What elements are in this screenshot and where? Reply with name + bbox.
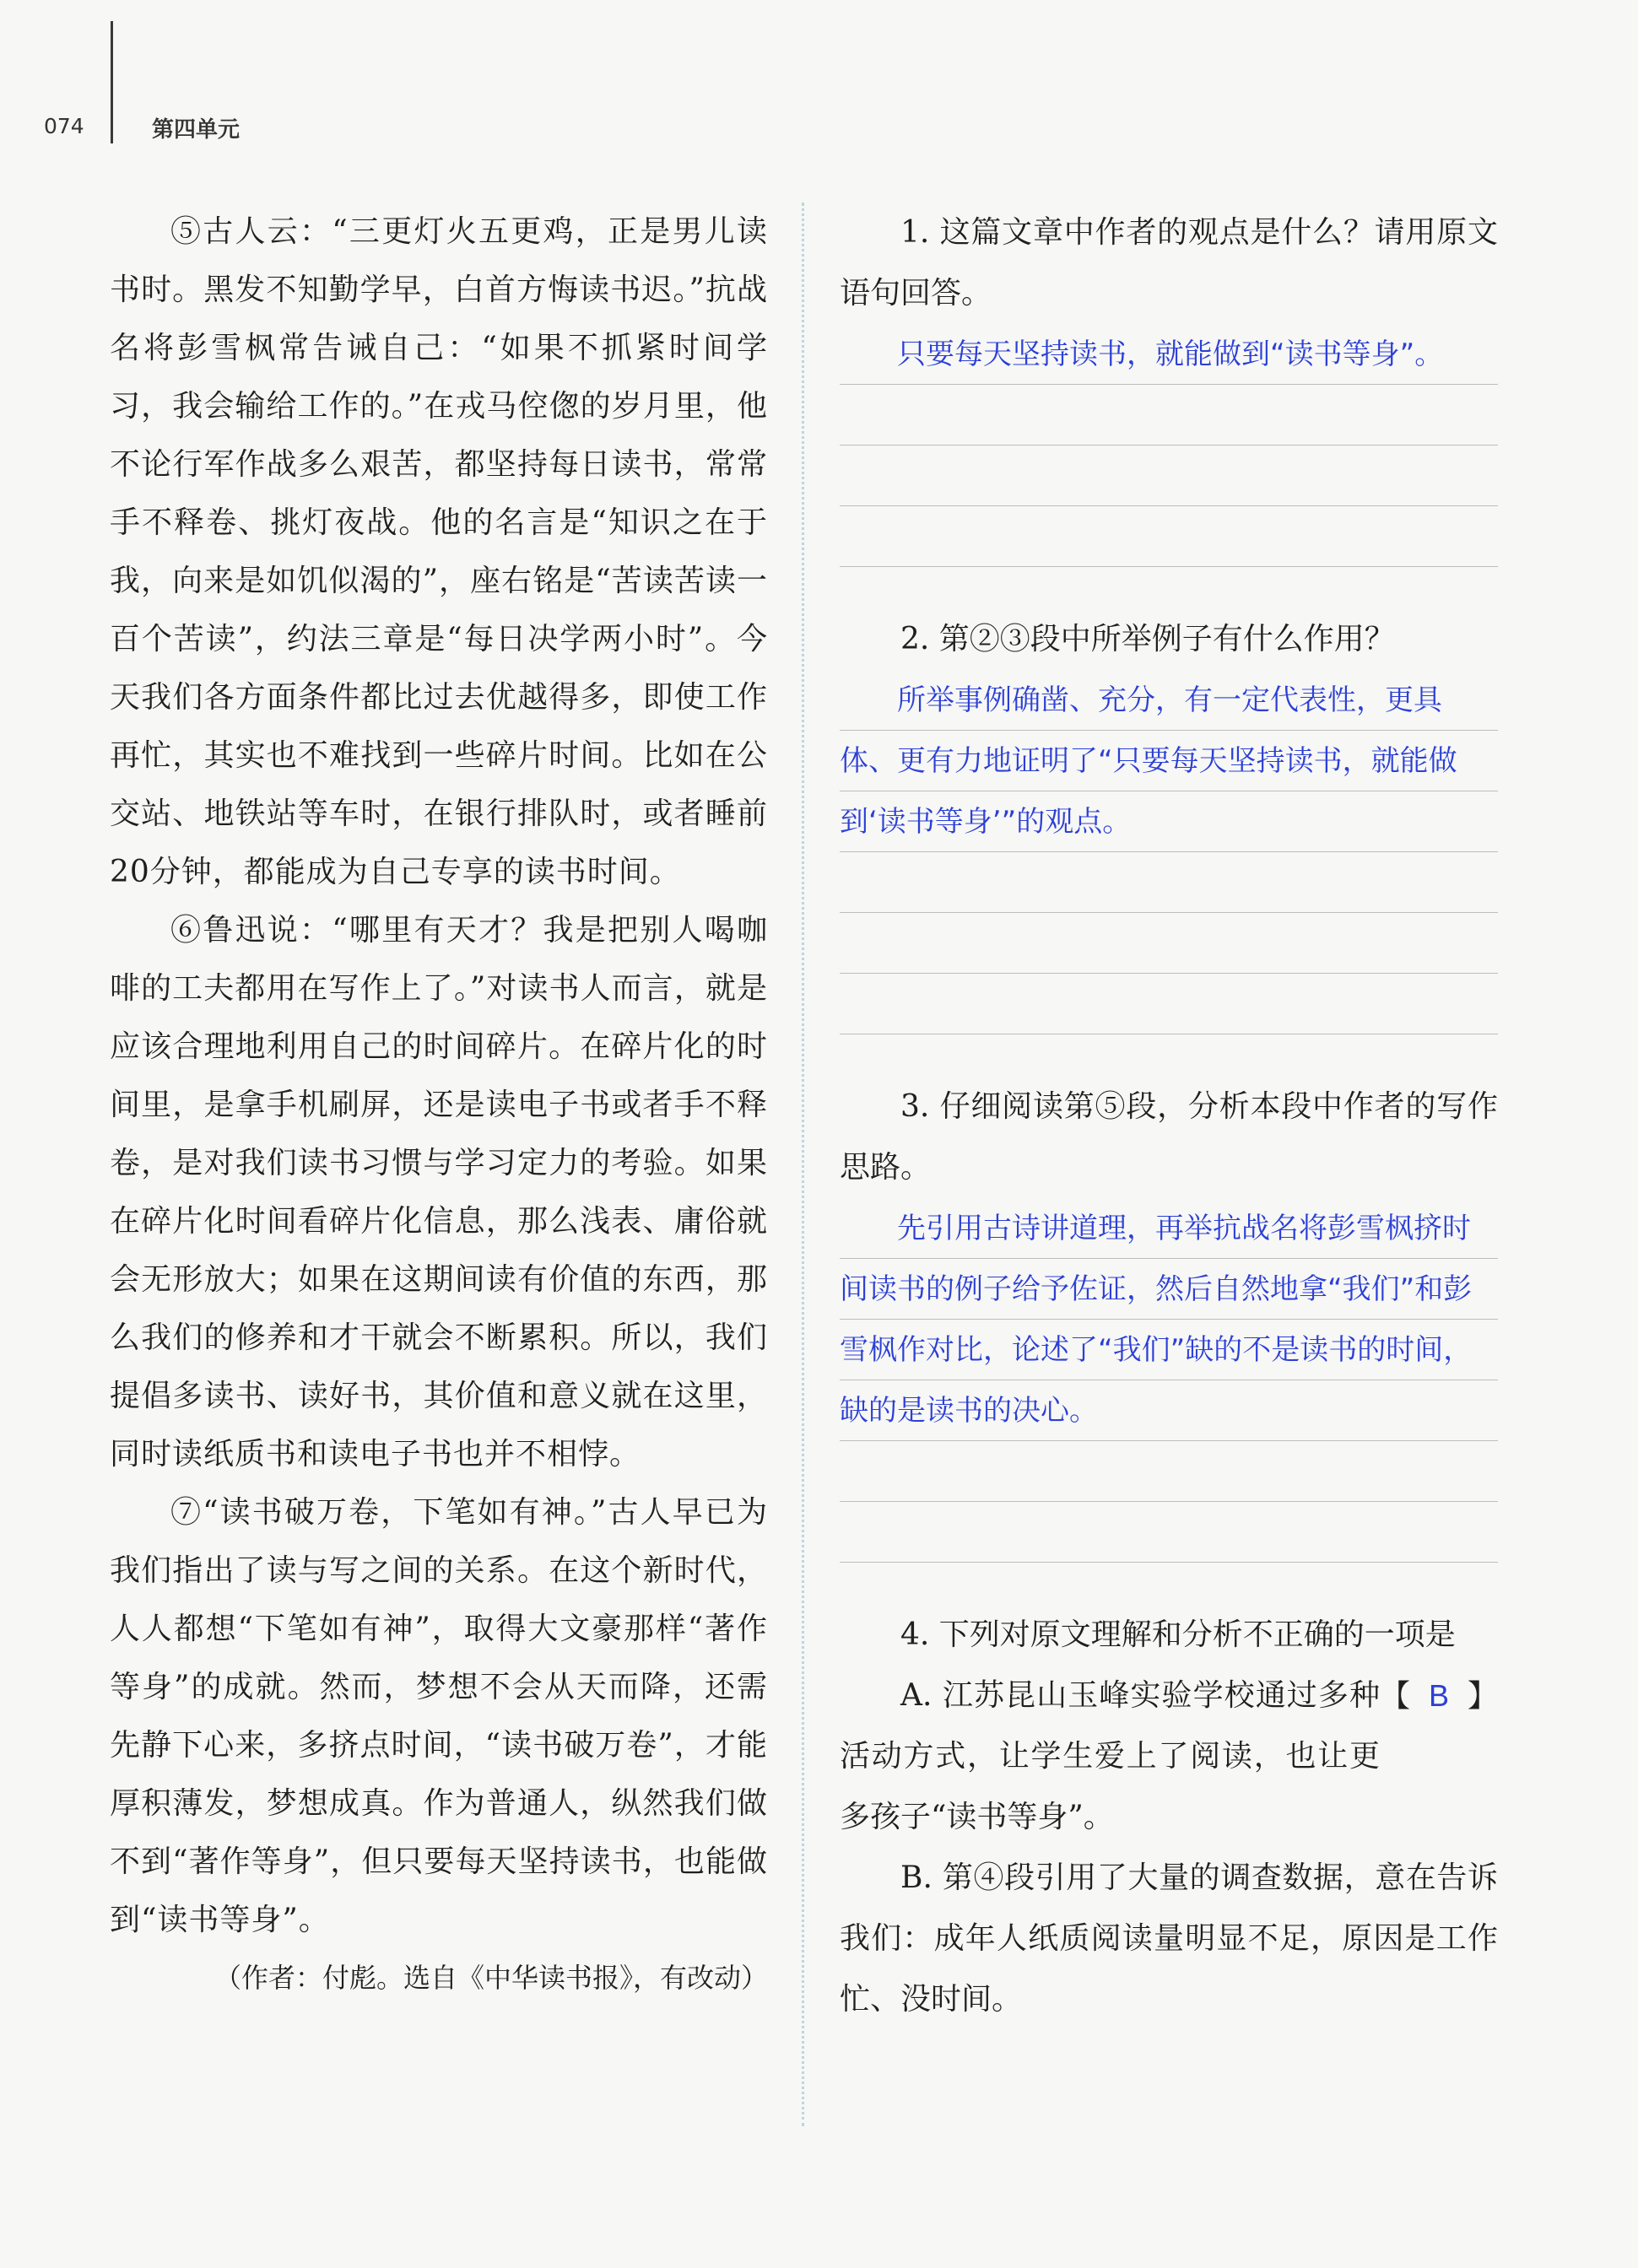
- answer-1[interactable]: 只要每天坚持读书，就能做到“读书等身”。: [840, 324, 1498, 385]
- answer-3[interactable]: 先引用古诗讲道理，再举抗战名将彭雪枫挤时间读书的例子给予佐证，然后自然地拿“我们”和彭雪枫作对比，论述了“我们”缺的不是读书的时间，缺的是读书的决心。: [840, 1198, 1498, 1441]
- spacer: [840, 567, 1498, 609]
- passage-paragraph-6: ⑥鲁迅说：“哪里有天才？我是把别人喝咖啡的工夫都用在写作上了。”对读书人而言，就是应该合理地利用自己的时间碎片。在碎片化的时间里，是拿手机刷屏，还是读电子书或者手不释卷，是对我们读书习惯与学习定力的考验。如果在碎片化时间看碎片化信息，那么浅表、庸俗就会无形放大；如果在这期间读有价值的东西，那么我们的修养和才干就会不断累积。所以，我们提倡多读书、读好书，其价值和意义就在这里，同时读纸质书和读电子书也并不相悖。: [110, 913, 768, 1472]
- answer-2[interactable]: 所举事例确凿、充分，有一定代表性，更具体、更有力地证明了“只要每天坚持读书，就能做到‘读书等身’”的观点。: [840, 670, 1498, 852]
- option-b: B. 第④段引用了大量的调查数据，意在告诉我们：成年人纸质阅读量明显不足，原因是工作忙、没时间。: [840, 1860, 1498, 2017]
- bracket-close: 】: [1467, 1679, 1498, 1714]
- option-a: A. 江苏昆山玉峰实验学校通过多种活动方式，让学生爱上了阅读，也让更多孩子“读书等身”。: [840, 1678, 1380, 1834]
- passage-paragraph-7: ⑦“读书破万卷，下笔如有神。”古人早已为我们指出了读与写之间的关系。在这个新时代，人人都想“下笔如有神”，取得大文豪那样“著作等身”的成就。然而，梦想不会从天而降，还需先静下心来，多挤点时间，“读书破万卷”，才能厚积薄发，梦想成真。作为普通人，纵然我们做不到“著作等身”，但只要每天坚持读书，也能做到“读书等身”。: [110, 1495, 768, 1937]
- spacer: [840, 1034, 1498, 1077]
- spacer: [840, 1563, 1498, 1605]
- question-4: [840, 1605, 1498, 1714]
- questions-column: [840, 202, 1498, 2030]
- answer-2-blank-lines[interactable]: [840, 852, 1498, 1034]
- answer-bracket: [1380, 1666, 1498, 1727]
- header-rule: [111, 21, 113, 143]
- question-4-text: 4. 下列对原文理解和分析不正确的一项是: [900, 1617, 1456, 1652]
- reading-passage: [110, 202, 768, 2007]
- question-3: 3. 仔细阅读第⑤段，分析本段中作者的写作思路。: [840, 1089, 1498, 1185]
- answer-1-blank-lines[interactable]: [840, 385, 1498, 567]
- question-1: 1. 这篇文章中作者的观点是什么？请用原文语句回答。: [840, 215, 1498, 310]
- question-2: 2. 第②③段中所举例子有什么作用？: [900, 622, 1395, 656]
- page-number: 074: [44, 114, 84, 138]
- bracket-open: 【: [1379, 1679, 1410, 1714]
- unit-title: 第四单元: [152, 117, 241, 143]
- column-divider: [802, 202, 804, 2126]
- answer-4[interactable]: B: [1428, 1678, 1449, 1713]
- answer-3-blank-lines[interactable]: [840, 1441, 1498, 1563]
- passage-source: （作者：付彪。选自《中华读书报》，有改动）: [214, 1962, 768, 1994]
- passage-paragraph-5: ⑤古人云：“三更灯火五更鸡，正是男儿读书时。黑发不知勤学早，白首方悔读书迟。”抗战名将彭雪枫常告诫自己：“如果不抓紧时间学习，我会输给工作的。”在戎马倥偬的岁月里，他不论行军作战多么艰苦，都坚持每日读书，常常手不释卷、挑灯夜战。他的名言是“知识之在于我，向来是如饥似渴的”，座右铭是“苦读苦读一百个苦读”，约法三章是“每日决学两小时”。今天我们各方面条件都比过去优越得多，即使工作再忙，其实也不难找到一些碎片时间。比如在公交站、地铁站等车时，在银行排队时，或者睡前20分钟，都能成为自己专享的读书时间。: [110, 214, 768, 889]
